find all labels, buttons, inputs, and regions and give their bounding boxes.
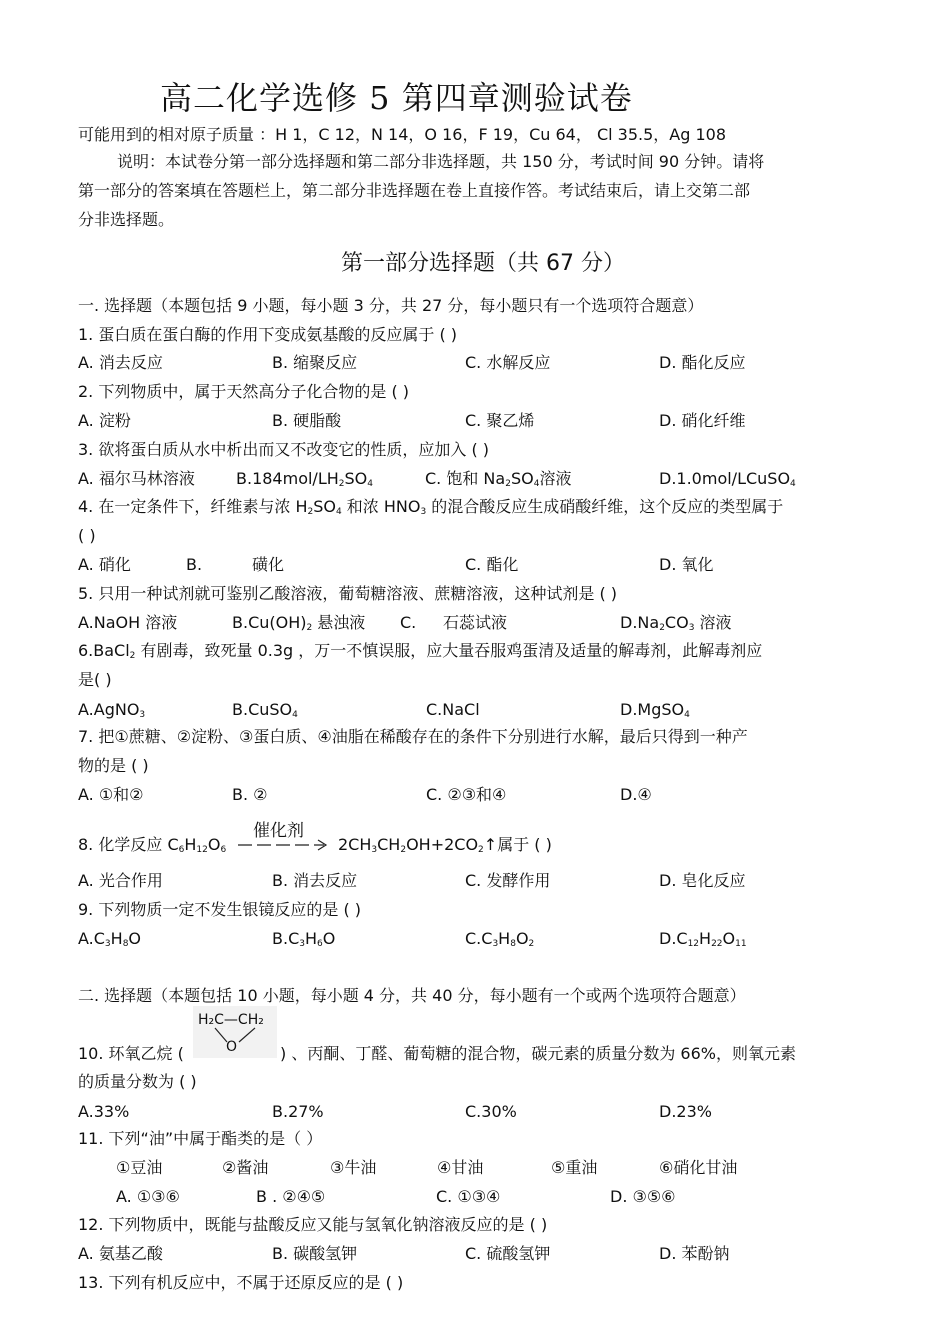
- question-3: 3. 欲将蛋白质从水中析出而又不改变它的性质，应加入 ( ): [78, 440, 490, 459]
- question-1: 1. 蛋白质在蛋白酶的作用下变成氨基酸的反应属于 ( ): [78, 325, 458, 344]
- q5-option-c-text: 石蕊试液: [443, 613, 508, 632]
- catalyst-label: 催化剂: [253, 821, 304, 841]
- q11-option-a: A. ①③⑥: [116, 1187, 180, 1206]
- q5-option-c: C.: [400, 613, 417, 632]
- q10-option-b: B.27%: [272, 1102, 324, 1121]
- question-12: 12. 下列物质中，既能与盐酸反应又能与氢氧化钠溶液反应的是 ( ): [78, 1215, 548, 1234]
- section1-instructions: 一. 选择题（本题包括 9 小题，每小题 3 分，共 27 分，每小题只有一个选项符合题意）: [78, 296, 704, 315]
- q8-option-a: A. 光合作用: [78, 871, 163, 890]
- q4-option-c: C. 酯化: [465, 555, 519, 574]
- q11-option-b: B . ②④⑤: [256, 1187, 326, 1206]
- question-7: 7. 把①蔗糖、②淀粉、③蛋白质、④油脂在稀酸存在的条件下分别进行水解，最后只得到一种产: [78, 727, 748, 746]
- q1-option-b: B. 缩聚反应: [272, 353, 358, 372]
- q10-option-a: A.33%: [78, 1102, 130, 1121]
- question-10-line2: 的质量分数为 ( ): [78, 1072, 197, 1091]
- q7-option-c: C. ②③和④: [426, 785, 507, 804]
- q3-option-a: A. 福尔马林溶液: [78, 469, 195, 488]
- question-7-cont: 物的是 ( ): [78, 756, 149, 775]
- q11-item-2: ②酱油: [222, 1158, 269, 1177]
- q12-option-c: C. 硫酸氢钾: [465, 1244, 551, 1263]
- structure-oxygen: O: [226, 1039, 238, 1055]
- q1-option-c: C. 水解反应: [465, 353, 551, 372]
- q10-option-c: C.30%: [465, 1102, 517, 1121]
- q11-item-4: ④甘油: [437, 1158, 484, 1177]
- question-6: 6.BaCl$_2$ 有剧毒，致死量 0.3g ，万一不慎误服，应大量吞服鸡蛋清及适量的解毒剂，此解毒剂应: [78, 641, 763, 661]
- q6-option-a: A.AgNO$_3$: [78, 700, 146, 720]
- part1-heading: 第一部分选择题（共 67 分）: [341, 251, 625, 276]
- q8-option-d: D. 皂化反应: [659, 871, 746, 890]
- q5-option-b: $B.Cu(OH)_2$ 悬浊液: [232, 613, 366, 633]
- q5-option-d: $D.Na_2CO_3$ 溶液: [620, 613, 732, 633]
- q1-option-d: D. 酯化反应: [659, 353, 746, 372]
- q11-item-5: ⑤重油: [551, 1158, 598, 1177]
- q2-option-d: D. 硝化纤维: [659, 411, 746, 430]
- q3-option-b: $B.184mol/LH_2SO_4$: [236, 469, 373, 489]
- question-10: 10. 环氧乙烷 (: [78, 1044, 184, 1063]
- q5-option-a: A.NaOH 溶液: [78, 613, 178, 632]
- q10-option-d: D.23%: [659, 1102, 712, 1121]
- q11-item-6: ⑥硝化甘油: [659, 1158, 738, 1177]
- epoxyethane-structure: [193, 1006, 277, 1058]
- reaction-arrow-icon: [236, 838, 330, 852]
- q7-option-b: B. ②: [232, 785, 268, 804]
- q4-option-b-text: 磺化: [252, 555, 285, 574]
- question-10-cont: ) 、丙酮、丁醛、葡萄糖的混合物，碳元素的质量分数为 66%，则氧元素: [280, 1044, 796, 1063]
- q3-option-d: D.1.0mol/LCuSO$_4$: [659, 469, 796, 489]
- q11-option-d: D. ③⑤⑥: [610, 1187, 676, 1206]
- q1-option-a: A. 消去反应: [78, 353, 163, 372]
- q11-item-1: ①豆油: [116, 1158, 163, 1177]
- question-8-product: $2CH_3CH_2OH+2CO_2↑$属于 ( ): [338, 835, 552, 855]
- question-11: 11. 下列“油”中属于酯类的是（ ）: [78, 1129, 323, 1148]
- question-9: 9. 下列物质一定不发生银镜反应的是 ( ): [78, 900, 362, 919]
- q9-option-b: $B.C_3H_6O$: [272, 929, 336, 949]
- question-2: 2. 下列物质中，属于天然高分子化合物的是 ( ): [78, 382, 410, 401]
- question-6-cont: 是( ): [78, 670, 112, 689]
- q8-option-b: B. 消去反应: [272, 871, 358, 890]
- instructions-line-1: 说明：本试卷分第一部分选择题和第二部分非选择题，共 150 分，考试时间 90 分钟。请将: [117, 152, 765, 171]
- q4-option-b: B.: [186, 555, 203, 574]
- q12-option-a: A. 氨基乙酸: [78, 1244, 163, 1263]
- question-4: 4. 在一定条件下，纤维素与浓 $H_2SO_4$ 和浓 $HNO_3$ 的混合酸反应生成硝酸纤维，这个反应的类型属于: [78, 497, 784, 517]
- q3-option-c: C. 饱和 $Na_2SO_4$溶液: [425, 469, 572, 489]
- q12-option-b: B. 碳酸氢钾: [272, 1244, 358, 1263]
- q11-option-c: C. ①③④: [436, 1187, 501, 1206]
- q4-option-a: A. 硝化: [78, 555, 131, 574]
- q9-option-c: $C.C_3H_8O_2$: [465, 929, 535, 949]
- q7-option-a: A. ①和②: [78, 785, 144, 804]
- section2-instructions: 二. 选择题（本题包括 10 小题，每小题 4 分，共 40 分，每小题有一个或两个选项符合题意）: [78, 986, 746, 1005]
- q4-option-d: D. 氧化: [659, 555, 714, 574]
- question-13: 13. 下列有机反应中，不属于还原反应的是 ( ): [78, 1273, 404, 1292]
- structure-top: H₂C—CH₂: [198, 1012, 264, 1028]
- q6-option-d: D.MgSO$_4$: [620, 700, 690, 720]
- q2-option-b: B. 硬脂酸: [272, 411, 342, 430]
- q8-option-c: C. 发酵作用: [465, 871, 551, 890]
- q11-item-3: ③牛油: [330, 1158, 377, 1177]
- q6-option-b: B.CuSO$_4$: [232, 700, 298, 720]
- q12-option-d: D. 苯酚钠: [659, 1244, 730, 1263]
- exam-title: 高二化学选修 5 第四章测验试卷: [160, 79, 633, 117]
- q9-option-a: $A.C_3H_8O$: [78, 929, 142, 949]
- question-8: 8. 化学反应 $C_6H_{12}O_6$: [78, 835, 227, 855]
- q6-option-c: C.NaCl: [426, 700, 480, 719]
- q7-option-d: D.④: [620, 785, 652, 804]
- instructions-line-3: 分非选择题。: [78, 210, 175, 229]
- atomic-mass-line: 可能用到的相对原子质量 ：H 1，C 12，N 14，O 16，F 19，Cu 64， Cl 35.5，Ag 108: [78, 125, 727, 144]
- q9-option-d: $D.C_{12}H_{22}O_{11}$: [659, 929, 747, 949]
- question-4-bracket: ( ): [78, 526, 96, 545]
- instructions-line-2: 第一部分的答案填在答题栏上，第二部分非选择题在卷上直接作答。考试结束后，请上交第二部: [78, 181, 751, 200]
- q2-option-a: A. 淀粉: [78, 411, 131, 430]
- q2-option-c: C. 聚乙烯: [465, 411, 535, 430]
- question-5: 5. 只用一种试剂就可鉴别乙酸溶液，葡萄糖溶液、蔗糖溶液，这种试剂是 ( ): [78, 584, 618, 603]
